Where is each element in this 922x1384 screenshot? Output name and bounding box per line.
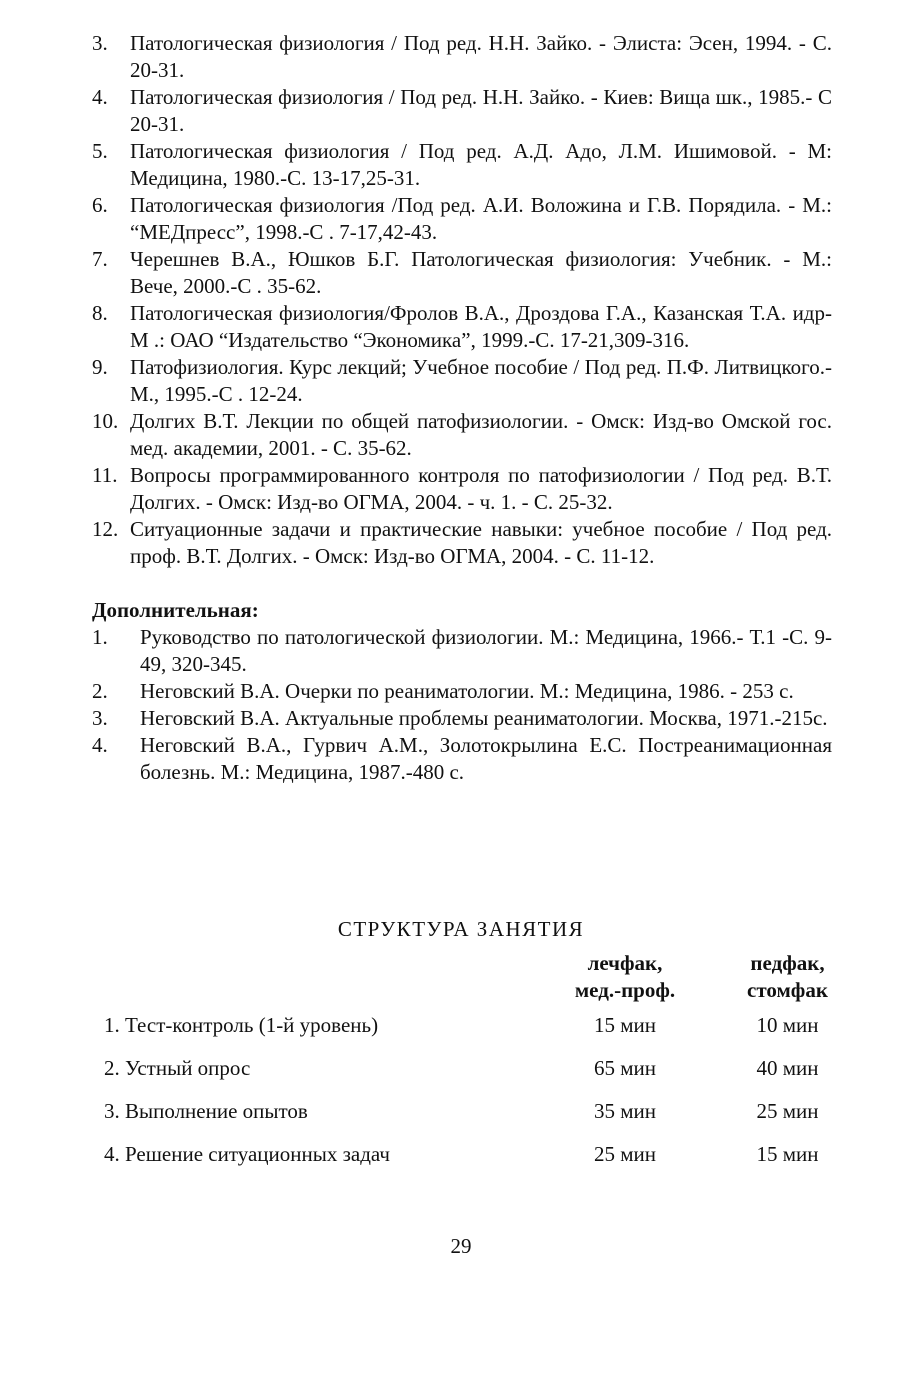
reference-text: Патофизиология. Курс лекций; Учебное пособие / Под ред. П.Ф. Литвицкого.-М., 1995.-С . 12-24. — [130, 355, 832, 406]
reference-item — [92, 192, 832, 246]
reference-number: 9. — [92, 355, 108, 379]
main-reference-list — [92, 30, 832, 570]
structure-time-lechfak: 15 мин — [593, 1013, 656, 1037]
structure-time-pedfak: 40 мин — [756, 1056, 819, 1080]
reference-number: 2. — [92, 679, 108, 703]
reference-item — [92, 138, 832, 192]
column-header-lechfak — [545, 950, 705, 1004]
reference-number: 1. — [92, 625, 108, 649]
reference-number: 8. — [92, 301, 108, 325]
reference-text: Патологическая физиология/Фролов В.А., Дроздова Г.А., Казанская Т.А. идр-М .: ОАО “Издательство “Экономика”, 1999.-С. 17-21,309-316. — [130, 301, 832, 352]
reference-text: Вопросы программированного контроля по патофизиологии / Под ред. В.Т. Долгих. - Омск: Изд-во ОГМА, 2004. - ч. 1. - С. 25-32. — [130, 463, 832, 514]
structure-step-label: 3. Выполнение опытов — [104, 1099, 308, 1123]
structure-step-label: 2. Устный опрос — [104, 1056, 251, 1080]
column-header-line: стомфак — [747, 978, 828, 1002]
reference-number: 12. — [92, 517, 119, 541]
additional-literature-heading: Дополнительная: — [92, 598, 259, 622]
reference-text: Долгих В.Т. Лекции по общей патофизиологии. - Омск: Изд-во Омской гос. мед. академии, 2001. - С. 35-62. — [130, 409, 832, 460]
reference-text: Патологическая физиология / Под ред. Н.Н. Зайко. - Киев: Вища шк., 1985.- С 20-31. — [130, 85, 832, 136]
reference-item — [92, 516, 832, 570]
additional-reference-list — [92, 624, 832, 786]
structure-step-label: 4. Решение ситуационных задач — [104, 1142, 390, 1166]
reference-text: Патологическая физиология / Под ред. А.Д. Адо, Л.М. Ишимовой. - М: Медицина, 1980.-С. 13-17,25-31. — [130, 139, 832, 190]
reference-text: Черешнев В.А., Юшков Б.Г. Патологическая физиология: Учебник. - М.: Вече, 2000.-С . 35-62. — [130, 247, 832, 298]
structure-step-label: 1. Тест-контроль (1-й уровень) — [104, 1013, 379, 1037]
reference-number: 7. — [92, 247, 108, 271]
reference-number: 10. — [92, 409, 119, 433]
structure-time-pedfak: 15 мин — [756, 1142, 819, 1166]
reference-item — [92, 624, 832, 678]
structure-row — [0, 1013, 922, 1043]
reference-text: Патологическая физиология /Под ред. А.И. Воложина и Г.В. Порядила. - М.: “МЕДпресс”, 1998.-С . 7-17,42-43. — [130, 193, 832, 244]
reference-text: Неговский В.А. Очерки по реаниматологии. М.: Медицина, 1986. - 253 с. — [140, 679, 794, 703]
structure-time-lechfak: 25 мин — [593, 1142, 656, 1166]
column-header-pedfak — [715, 950, 860, 1004]
reference-number: 3. — [92, 706, 108, 730]
reference-number: 11. — [92, 463, 118, 487]
reference-text: Неговский В.А. Актуальные проблемы реаниматологии. Москва, 1971.-215с. — [140, 706, 828, 730]
reference-item — [92, 462, 832, 516]
reference-text: Неговский В.А., Гурвич А.М., Золотокрылина Е.С. Постреанимационная болезнь. М.: Медицина, 1987.-480 с. — [140, 733, 832, 784]
reference-text: Патологическая физиология / Под ред. Н.Н. Зайко. - Элиста: Эсен, 1994. - С. 20-31. — [130, 31, 832, 82]
reference-item — [92, 354, 832, 408]
column-header-line: лечфак, — [587, 951, 663, 975]
structure-time-lechfak: 65 мин — [593, 1056, 656, 1080]
reference-number: 4. — [92, 733, 108, 757]
reference-number: 5. — [92, 139, 108, 163]
reference-text: Руководство по патологической физиологии. М.: Медицина, 1966.- Т.1 -С. 9-49, 320-345. — [140, 625, 832, 676]
reference-item — [92, 300, 832, 354]
structure-row — [0, 1142, 922, 1172]
reference-item — [92, 246, 832, 300]
page-number: 29 — [450, 1234, 472, 1258]
lesson-structure-title: СТРУКТУРА ЗАНЯТИЯ — [337, 917, 585, 941]
reference-item — [92, 408, 832, 462]
reference-item — [92, 732, 832, 786]
reference-item — [92, 678, 832, 705]
structure-time-lechfak: 35 мин — [593, 1099, 656, 1123]
structure-time-pedfak: 10 мин — [756, 1013, 819, 1037]
structure-time-pedfak: 25 мин — [756, 1099, 819, 1123]
reference-number: 6. — [92, 193, 108, 217]
structure-row — [0, 1099, 922, 1129]
reference-item — [92, 84, 832, 138]
column-header-line: мед.-проф. — [574, 978, 676, 1002]
column-header-line: педфак, — [750, 951, 825, 975]
structure-row — [0, 1056, 922, 1086]
reference-number: 3. — [92, 31, 108, 55]
reference-item — [92, 30, 832, 84]
reference-number: 4. — [92, 85, 108, 109]
reference-item — [92, 705, 832, 732]
reference-text: Ситуационные задачи и практические навыки: учебное пособие / Под ред. проф. В.Т. Долгих. - Омск: Изд-во ОГМА, 2004. - С. 11-12. — [130, 517, 832, 568]
